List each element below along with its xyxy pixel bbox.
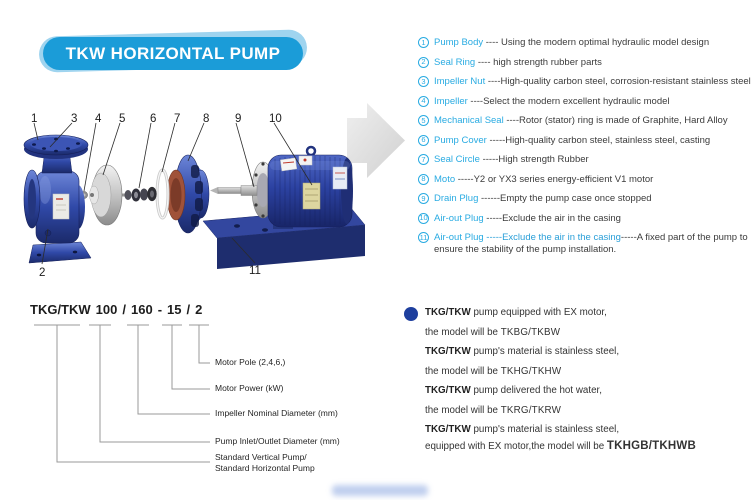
part-number-badge: 5 [418,115,429,126]
parts-list-item [418,232,752,255]
part-number-badge: 4 [418,96,429,107]
part-number-badge: 7 [418,154,429,165]
label-impeller-diameter: Impeller Nominal Diameter (mm) [215,408,338,418]
note-group [425,385,751,417]
callout-number: 9 [235,113,242,125]
model-code-token: / [186,302,191,317]
model-code-token: 15 [167,302,182,317]
part-desc: -----High-quality carbon steel, stainless steel, casting [486,134,711,146]
label-inlet-outlet-diameter: Pump Inlet/Outlet Diameter (mm) [215,436,340,446]
part-name: Seal Ring [434,56,476,68]
part-name: Pump Body [434,37,484,48]
note-model-code: TKBG/TKBW [500,326,561,338]
parts-list-item [418,213,752,225]
part-name: Drain Plug [434,193,479,204]
model-code-token: / [122,302,126,317]
part-desc: ------Empty the pump case once stopped [478,193,652,204]
callout-number: 11 [249,265,261,277]
model-code-token: 2 [195,302,203,317]
model-code [30,302,202,317]
note-group [425,346,751,378]
part-number-badge: 1 [418,37,429,48]
parts-list [418,37,752,263]
part-desc: -----High strength Rubber [479,154,589,165]
callout-number: 3 [71,113,78,125]
model-code-token: - [157,302,163,317]
page-title-banner [43,37,303,70]
part-number-badge: 11 [419,232,428,242]
part-desc: -----Exclude the air in the casing [483,212,621,224]
note-model-code: TKRG/TKRW [500,404,562,416]
impeller [90,165,123,225]
part-name: Mechanical Seal [434,115,504,126]
callout-number: 4 [95,113,102,125]
parts-list-item [418,115,752,127]
bullet-icon [404,307,418,321]
note-intro-bold: TKG/TKW [425,385,471,396]
seal-circle-oring [157,170,168,218]
callout-number: 6 [150,113,157,125]
motor [210,147,353,229]
note-model-pre: the model will be [425,326,501,338]
callout-number: 1 [31,113,38,125]
note-group [425,307,751,339]
callout-number: 10 [269,113,282,125]
part-desc: ----Rotor (stator) ring is made of Graphite, Hard Alloy [503,115,728,126]
part-name: Impeller [434,95,468,107]
part-name: Air-out Plug [434,232,484,243]
note-model-pre: the model will be [425,365,501,377]
mechanical-seal-parts [120,187,157,202]
part-desc: ---- high strength rubber parts [475,56,602,68]
model-code-token: TKG/TKW [30,302,91,317]
parts-list-item [418,96,752,108]
page-title: TKW HORIZONTAL PUMP [65,43,281,63]
callout-number: 5 [119,113,126,125]
part-number-badge: 8 [418,174,429,185]
parts-list-item [418,76,752,88]
note-model-code: TKHGB/TKHWB [606,439,696,452]
note-intro-text: pump's material is stainless steel, [470,424,620,435]
arrow-right-icon [347,103,405,178]
parts-list-item [418,135,752,147]
part-name: Seal Circle [434,154,480,165]
part-number-badge: 2 [418,57,429,68]
callout-number: 7 [174,113,181,125]
callout-number: 8 [203,113,210,125]
parts-list-item [418,174,752,186]
part-name: Impeller Nut [434,76,486,87]
pump-cover [167,155,209,233]
callout-number: 2 [39,267,46,279]
model-code-token: 100 [95,302,118,317]
part-number-badge: 10 [419,213,428,223]
note-intro-bold: TKG/TKW [425,307,471,318]
model-code-token: 160 [130,302,153,317]
model-variant-notes [425,307,751,460]
part-name: Air-out Plug [434,212,484,224]
label-motor-pole: Motor Pole (2,4,6,) [215,357,286,367]
part-number-badge: 9 [418,193,429,204]
part-desc: ----Select the modern excellent hydraulic model [467,95,670,107]
pump-exploded-diagram [15,95,425,285]
part-desc: -----A fixed part of the pump to ensure the stability of the pump installation. [434,232,748,255]
label-standard-pump-line2: Standard Horizontal Pump [215,463,315,473]
note-intro-bold: TKG/TKW [425,424,471,435]
note-intro-text: pump equipped with EX motor, [470,307,607,318]
label-motor-power: Motor Power (kW) [215,383,284,393]
note-model-code: TKHG/TKHW [500,365,562,377]
part-number-badge: 6 [418,135,429,146]
part-name: Pump Cover [434,134,487,146]
parts-list-item [418,193,752,205]
parts-list-item [418,57,752,69]
part-number-badge: 3 [418,76,429,87]
note-intro-text: pump delivered the hot water, [470,385,602,396]
pump-body [24,135,91,263]
part-desc: ---- Using the modern optimal hydraulic model design [483,37,710,48]
part-desc: -----Y2 or YX3 series energy-efficient V1 motor [455,173,654,185]
parts-list-item [418,37,752,49]
watermark-logo [332,485,428,496]
note-intro-text: pump's material is stainless steel, [470,346,620,357]
part-name: Moto [434,173,456,185]
note-model-pre: the model will be [425,404,501,416]
note-intro-bold: TKG/TKW [425,346,471,357]
note-model-pre: equipped with EX motor,the model will be [425,440,607,452]
label-standard-pump-line1: Standard Vertical Pump/ [215,452,307,462]
parts-list-item [418,154,752,166]
note-group [425,424,751,453]
part-desc-highlight: -----Exclude the air in the casing [483,232,621,243]
part-desc: ----High-quality carbon steel, corrosion-resistant stainless steel [485,76,751,87]
